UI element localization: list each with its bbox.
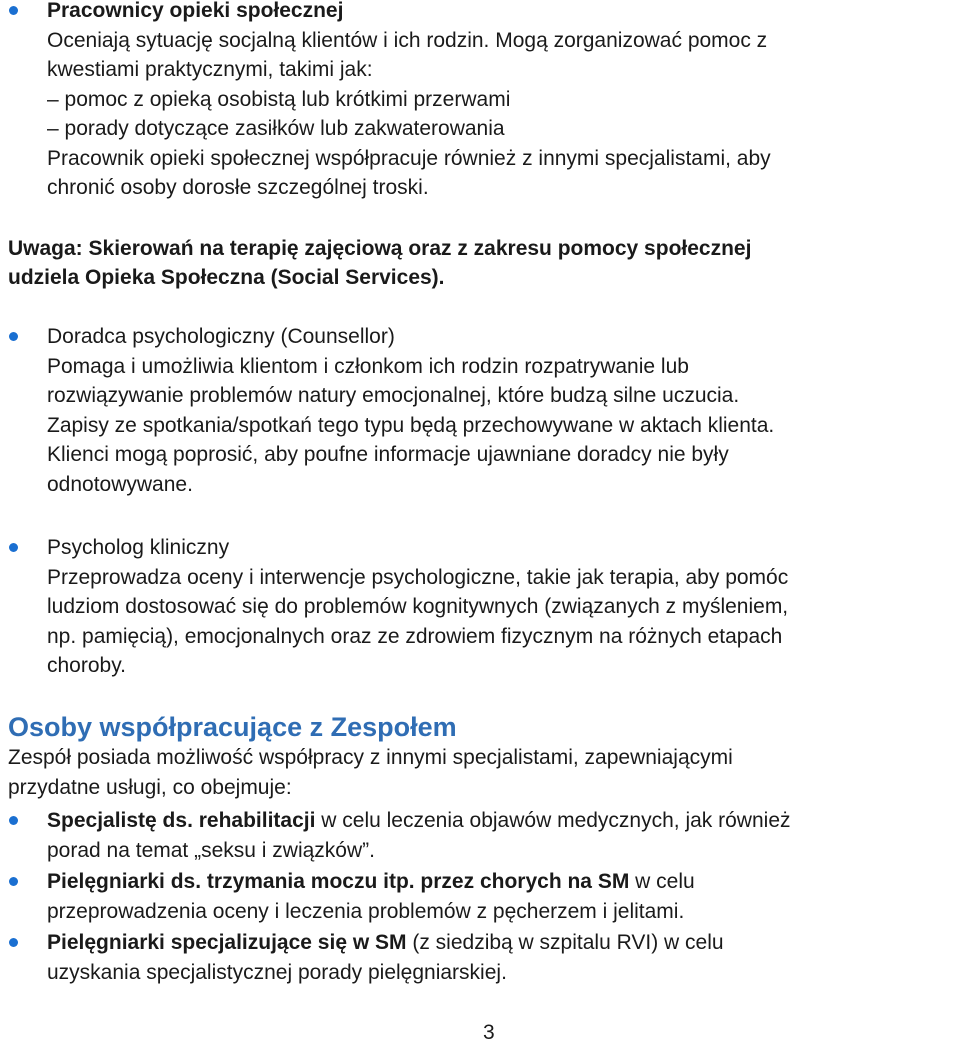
text-line: Przeprowadza oceny i interwencje psychologiczne, takie jak terapia, aby pomóc xyxy=(47,565,789,589)
text-line: chronić osoby dorosłe szczególnej troski. xyxy=(47,176,429,199)
text-line: Zespół posiada możliwość współpracy z innymi specjalistami, zapewniającymi xyxy=(8,746,733,769)
bullet-icon xyxy=(9,543,18,552)
section-clinical-psychologist xyxy=(0,533,960,681)
text-line: Pomaga i umożliwia klientom i członkom ich rodzin rozpatrywanie lub xyxy=(47,354,689,378)
section-social-workers xyxy=(0,0,960,203)
partners-list xyxy=(0,806,960,987)
text-line: porad na temat „seksu i związków”. xyxy=(47,838,375,862)
text-line xyxy=(47,867,960,897)
text-line: uzyskania specjalistycznej porady pielęgniarskiej. xyxy=(47,960,507,984)
bullet-icon xyxy=(9,877,18,886)
text-line xyxy=(47,806,960,836)
section-counsellor xyxy=(0,322,960,499)
text-line: kwestiami praktycznymi, takimi jak: xyxy=(47,58,373,81)
item-rest: w celu leczenia objawów medycznych, jak również xyxy=(315,809,791,832)
page-number: 3 xyxy=(483,1021,495,1044)
text-line: – porady dotyczące zasiłków lub zakwaterowania xyxy=(47,117,505,140)
text-line: przydatne usługi, co obejmuje: xyxy=(8,775,292,799)
text-line: Pracownik opieki społecznej współpracuje również z innymi specjalistami, aby xyxy=(47,146,771,170)
note-line: Uwaga: Skierowań na terapię zajęciową oraz z zakresu pomocy społecznej xyxy=(8,237,752,260)
text-line: – pomoc z opieką osobistą lub krótkimi przerwami xyxy=(47,87,511,111)
text-line xyxy=(47,928,960,958)
section-title: Pracownicy opieki społecznej xyxy=(47,0,344,22)
item-rest: (z siedzibą w szpitalu RVI) w celu xyxy=(406,931,724,954)
note-block xyxy=(0,234,960,292)
text-line: przeprowadzenia oceny i leczenia problemów z pęcherzem i jelitami. xyxy=(47,899,685,923)
partners-section xyxy=(0,711,960,802)
item-bold: Pielęgniarki specjalizujące się w SM xyxy=(47,931,407,954)
list-item xyxy=(0,867,960,926)
bullet-icon xyxy=(9,6,18,15)
text-line: rozwiązywanie problemów natury emocjonalnej, które budzą silne uczucia. xyxy=(47,384,740,407)
text-line: odnotowywane. xyxy=(47,472,193,496)
note-line: udziela Opieka Społeczna (Social Services). xyxy=(8,266,445,289)
section-title: Doradca psychologiczny (Counsellor) xyxy=(47,325,395,348)
text-line: ludziom dostosować się do problemów kognitywnych (związanych z myśleniem, xyxy=(47,595,789,618)
list-item xyxy=(0,928,960,987)
item-bold: Pielęgniarki ds. trzymania moczu itp. przez chorych na SM xyxy=(47,870,630,893)
bullet-icon xyxy=(9,332,18,341)
item-rest: w celu xyxy=(629,870,695,893)
list-item xyxy=(0,806,960,865)
text-line: choroby. xyxy=(47,654,126,677)
text-line: np. pamięcią), emocjonalnych oraz ze zdrowiem fizycznym na różnych etapach xyxy=(47,624,783,648)
item-bold: Specjalistę ds. rehabilitacji xyxy=(47,809,316,832)
section-title: Psycholog kliniczny xyxy=(47,536,230,559)
bullet-item xyxy=(0,322,960,499)
partners-heading: Osoby współpracujące z Zespołem xyxy=(8,712,457,742)
bullet-icon xyxy=(9,938,18,947)
text-line: Oceniają sytuację socjalną klientów i ich rodzin. Mogą zorganizować pomoc z xyxy=(47,28,768,52)
text-line: Klienci mogą poprosić, aby poufne informacje ujawniane doradcy nie były xyxy=(47,443,729,466)
text-line: Zapisy ze spotkania/spotkań tego typu będą przechowywane w aktach klienta. xyxy=(47,413,775,437)
bullet-item xyxy=(0,533,960,681)
bullet-icon xyxy=(9,816,18,825)
bullet-item xyxy=(0,0,960,203)
